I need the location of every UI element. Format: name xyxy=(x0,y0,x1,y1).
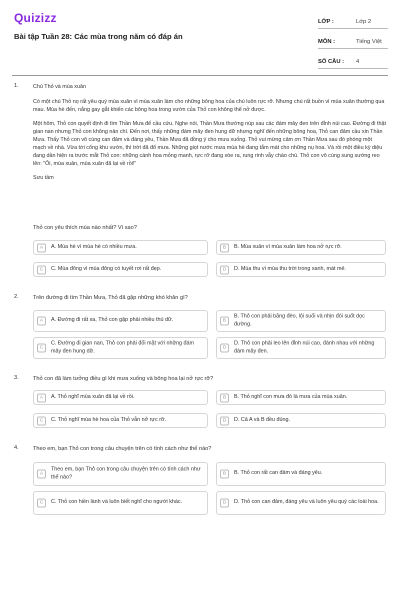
question-number: 4. xyxy=(14,445,19,451)
info-value: 4 xyxy=(356,58,360,65)
answer-option-d[interactable] xyxy=(216,337,386,359)
option-letter: B xyxy=(220,317,229,326)
info-row-subject xyxy=(318,35,388,49)
option-letter: A xyxy=(37,470,46,479)
reading-passage xyxy=(33,83,386,188)
answer-option-a[interactable] xyxy=(33,240,208,255)
answer-option-c[interactable] xyxy=(33,337,208,359)
option-text: A. Mùa hè vì mùa hè có nhiều mưa. xyxy=(51,243,137,250)
option-letter: B xyxy=(220,393,229,402)
info-label: SỐ CÂU : xyxy=(318,58,345,65)
option-text: C. Đường đi gian nan, Thỏ con phải đối mặt với những đám mây đen hung dữ. xyxy=(51,340,195,354)
question-text: Theo em, bạn Thỏ con trong câu chuyện trên có tính cách như thế nào? xyxy=(33,446,212,452)
header-divider xyxy=(12,75,388,76)
worksheet-title: Bài tập Tuần 28: Các mùa trong năm có đáp án xyxy=(14,32,183,41)
option-letter: C xyxy=(37,344,46,353)
passage-paragraph: Có một chú Thỏ nọ rất yêu quý mùa xuân vì mùa xuân làm cho những bông hoa của chú luôn rực rỡ. Nhưng chú rất buồn vì mùa xuân thường qua mau. Mùa hè đến, nắng gay gắt khiến các bông hoa trong vườn của Thỏ con không thể nở được. xyxy=(33,99,385,113)
option-letter: C xyxy=(37,499,46,508)
answer-option-c[interactable] xyxy=(33,491,208,515)
worksheet-header xyxy=(0,0,400,68)
question-number: 2. xyxy=(14,294,19,300)
option-letter: D xyxy=(220,265,229,274)
worksheet-info xyxy=(318,15,388,75)
answer-option-b[interactable] xyxy=(216,390,386,405)
option-text: D. Thỏ con can đảm, đáng yêu và luôn yêu quý các loài hoa. xyxy=(234,499,379,506)
answer-option-b[interactable] xyxy=(216,240,386,255)
answer-option-d[interactable] xyxy=(216,413,386,428)
option-letter: B xyxy=(220,470,229,479)
option-text: D. Cả A và B đều đúng. xyxy=(234,416,291,423)
question-text: Trên đường đi tìm Thần Mưa, Thỏ đã gặp những khó khăn gì? xyxy=(33,295,188,301)
option-text: C. Mùa đông vì mùa đông có tuyết rơi rất đẹp. xyxy=(51,265,162,272)
option-letter: A xyxy=(37,243,46,252)
answer-option-a[interactable] xyxy=(33,462,208,486)
quizizz-logo: Quizizz xyxy=(14,11,57,25)
info-label: MÔN : xyxy=(318,38,336,45)
option-text: B. Thỏ nghĩ con mưa đó là mưa của mùa xuân. xyxy=(234,393,348,400)
option-text: D. Thỏ con phải leo lên đỉnh núi cao, đánh nhau với những đám mây đen. xyxy=(234,340,375,354)
answer-option-a[interactable] xyxy=(33,310,208,332)
option-text: D. Mùa thu vì mùa thu trời trong xanh, mát mẻ. xyxy=(234,265,346,272)
passage-heading: Chú Thỏ và mùa xuân xyxy=(33,84,86,90)
option-text: C. Thỏ nghĩ mùa hè hoa của Thỏ vẫn nở rực rỡ. xyxy=(51,416,167,423)
question-text: Thỏ con đã làm tưởng điều gì khi mưa xuống và bông hoa lại nở rực rỡ? xyxy=(33,376,214,382)
question-number: 3. xyxy=(14,375,19,381)
option-letter: D xyxy=(220,416,229,425)
option-letter: A xyxy=(37,317,46,326)
info-label: LỚP : xyxy=(318,18,334,25)
answer-option-c[interactable] xyxy=(33,413,208,428)
info-value: Lớp 2 xyxy=(356,18,372,25)
option-letter: A xyxy=(37,393,46,402)
option-text: A. Thỏ nghĩ mùa xuân đã lại về rồi. xyxy=(51,393,135,400)
info-value: Tiếng Việt xyxy=(356,38,382,45)
answer-option-d[interactable] xyxy=(216,262,386,277)
info-row-count xyxy=(318,55,388,69)
answer-option-d[interactable] xyxy=(216,491,386,515)
option-text: A. Đường đi rất xa, Thỏ con gặp phải nhiều thú dữ. xyxy=(51,317,174,324)
passage-source: Sưu tầm xyxy=(33,175,54,181)
option-letter: B xyxy=(220,243,229,252)
option-letter: C xyxy=(37,265,46,274)
question-number: 1. xyxy=(14,83,19,89)
option-text: C. Thỏ con hiền lành và luôn biết nghĩ cho người khác. xyxy=(51,499,183,506)
answer-option-a[interactable] xyxy=(33,390,208,405)
option-text: B. Thỏ con phải băng đèo, lội suối và nhịn đói suốt dọc đường. xyxy=(234,313,365,327)
option-text: B. Thỏ con rất can đảm và đáng yêu. xyxy=(234,470,323,477)
answer-option-b[interactable] xyxy=(216,310,386,332)
question-text: Thỏ con yêu thích mùa nào nhất? Vì sao? xyxy=(33,225,137,231)
answer-option-c[interactable] xyxy=(33,262,208,277)
option-text: Theo em, bạn Thỏ con trong câu chuyện trên có tính cách như thế nào? xyxy=(51,466,201,480)
option-text: B. Mùa xuân vì mùa xuân làm hoa nở rực rỡ. xyxy=(234,243,342,250)
option-letter: D xyxy=(220,499,229,508)
option-letter: C xyxy=(37,416,46,425)
option-letter: D xyxy=(220,344,229,353)
passage-paragraph: Một hôm, Thỏ con quyết định đi tìm Thần Mưa để cầu cứu. Nghe nói, Thần Mưa thường núp sau các đám mây đen trên đỉnh núi cao. Đường đi thật gian nan nhưng Thỏ con không nản chí. Đến nơi, thấy những đám mây đen hung dữ nhưng nghĩ đến những bông hoa, Thỏ can đảm cầu xin Thần Mưa. Thấy Thỏ con vô cùng can đảm và đáng yêu, Thần Mưa đã đồng ý cho mưa xuống. Thỏ vui mừng cảm ơn Thần Mưa sau đó phóng một mạch về nhà. Vừa tới cổng khu vườn, thì trời đã đổ mưa. Những giọt nước mưa mùa hè đang tắm mát cho những nụ hoa. Và rồi một điều kỳ diệu đang dần hiện ra trước mắt Thỏ con: những cánh hoa mỏng manh, rực rỡ đang xòe ra, rung rinh vẫy chào chú. Thỏ con vô cùng sung sướng reo lên: "Ôi, mùa xuân, mùa xuân đã lại về rồi!" xyxy=(33,121,386,167)
answer-option-b[interactable] xyxy=(216,462,386,486)
info-row-grade xyxy=(318,15,388,29)
